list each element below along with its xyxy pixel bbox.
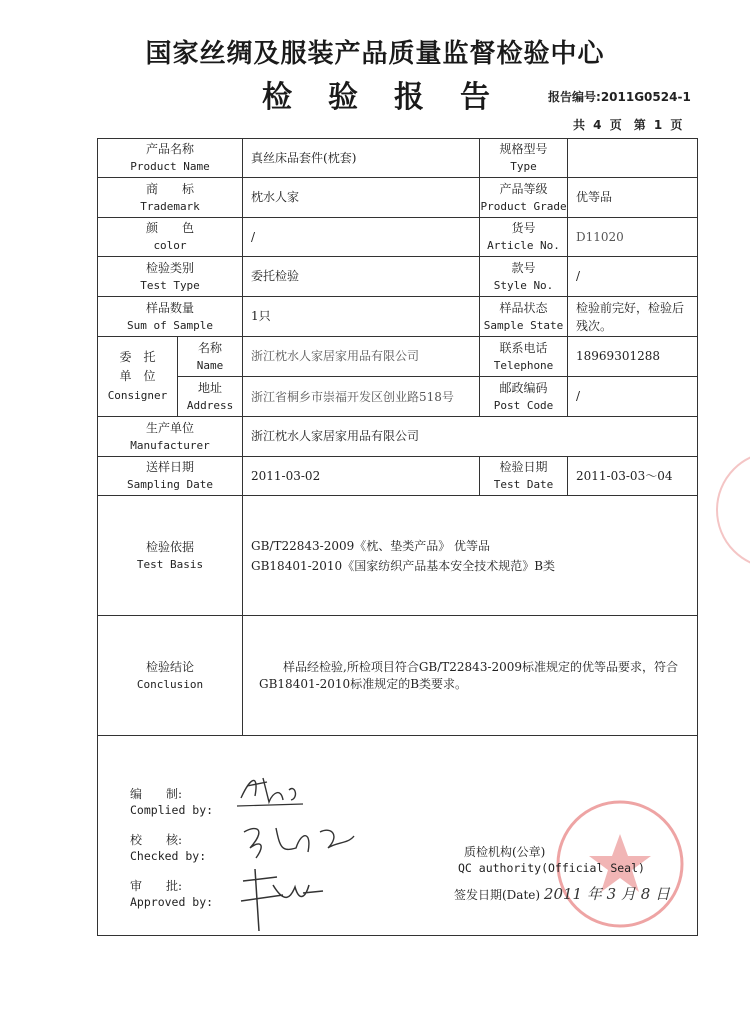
sampling-date-value: 2011-03-02: [243, 457, 480, 496]
row-color: [98, 218, 698, 257]
row-address: [98, 377, 698, 417]
sample-state-value: 检验前完好，检验后残次。: [568, 297, 698, 337]
article-value: D11020: [568, 218, 698, 257]
product-name-label: 产品名称 Product Name: [98, 139, 243, 178]
article-label: 货号 Article No.: [480, 218, 568, 257]
test-basis-label: 检验依据 Test Basis: [98, 496, 243, 616]
test-basis-line-2: GB18401-2010《国家纺织产品基本安全技术规范》B类: [251, 558, 556, 573]
post-code-label: 邮政编码 Post Code: [480, 377, 568, 417]
edge-seal-icon: [705, 440, 750, 580]
grade-value: 优等品: [568, 178, 698, 218]
style-label: 款号 Style No.: [480, 257, 568, 297]
consigner-label: 委 托 单 位 Consigner: [98, 337, 178, 417]
compiled-by: 编 制: Complied by:: [130, 787, 214, 817]
row-product-name: [98, 139, 698, 178]
test-date-label: 检验日期 Test Date: [480, 457, 568, 496]
test-type-value: 委托检验: [243, 257, 480, 297]
color-value: /: [243, 218, 480, 257]
row-test-basis: [98, 496, 698, 616]
telephone-value: 18969301288: [568, 337, 698, 377]
approved-by: 审 批: Approved by:: [130, 879, 214, 909]
row-signatures: [98, 736, 698, 936]
trademark-label: 商 标 Trademark: [98, 178, 243, 218]
address-label: 地址 Address: [178, 377, 243, 417]
row-conclusion: [98, 616, 698, 736]
issue-date: 签发日期(Date) 2011 年 3 月 8 日: [454, 885, 671, 903]
report-number: 报告编号:2011G0524-1: [548, 90, 691, 104]
telephone-label: 联系电话 Telephone: [480, 337, 568, 377]
organization-name: 国家丝绸及服装产品质量监督检验中心: [145, 39, 605, 69]
row-trademark: [98, 178, 698, 218]
color-label: 颜 色 color: [98, 218, 243, 257]
product-name-value: 真丝床品套件(枕套): [243, 139, 480, 178]
report-table: [97, 138, 698, 936]
conclusion-label: 检验结论 Conclusion: [98, 616, 243, 736]
approver-signature-icon: [233, 861, 328, 935]
conclusion-value: 样品经检验,所检项目符合GB/T22843-2009标准规定的优等品要求，符合GB18401-2010标准规定的B类要求。: [243, 616, 698, 736]
page-count: 共 4 页 第 1 页: [573, 118, 683, 132]
row-dates: [98, 457, 698, 496]
test-basis-value: [243, 496, 698, 616]
address-value: 浙江省桐乡市崇福开发区创业路518号: [243, 377, 480, 417]
checked-by: 校 核: Checked by:: [130, 833, 207, 863]
sample-state-label: 样品状态 Sample State: [480, 297, 568, 337]
sample-sum-label: 样品数量 Sum of Sample: [98, 297, 243, 337]
qc-authority: 质检机构(公章) QC authority(Official Seal): [458, 845, 645, 875]
consigner-name-label: 名称 Name: [178, 337, 243, 377]
test-basis-line-1: GB/T22843-2009《枕、垫类产品》 优等品: [251, 538, 491, 553]
consigner-name-value: 浙江枕水人家居家用品有限公司: [243, 337, 480, 377]
row-manufacturer: [98, 417, 698, 457]
type-value: [568, 139, 698, 178]
sampling-date-label: 送样日期 Sampling Date: [98, 457, 243, 496]
type-label: 规格型号 Type: [480, 139, 568, 178]
test-type-label: 检验类别 Test Type: [98, 257, 243, 297]
post-code-value: /: [568, 377, 698, 417]
report-title: 检验报告: [262, 80, 526, 115]
manufacturer-label: 生产单位 Manufacturer: [98, 417, 243, 457]
style-value: /: [568, 257, 698, 297]
compiler-signature-icon: [233, 768, 313, 813]
trademark-value: 枕水人家: [243, 178, 480, 218]
grade-label: 产品等级 Product Grade: [480, 178, 568, 218]
row-test-type: [98, 257, 698, 297]
signature-area: [98, 736, 698, 936]
test-date-value: 2011-03-03～04: [568, 457, 698, 496]
sample-sum-value: 1只: [243, 297, 480, 337]
manufacturer-value: 浙江枕水人家居家用品有限公司: [243, 417, 698, 457]
row-consigner-name: [98, 337, 698, 377]
row-sample: [98, 297, 698, 337]
